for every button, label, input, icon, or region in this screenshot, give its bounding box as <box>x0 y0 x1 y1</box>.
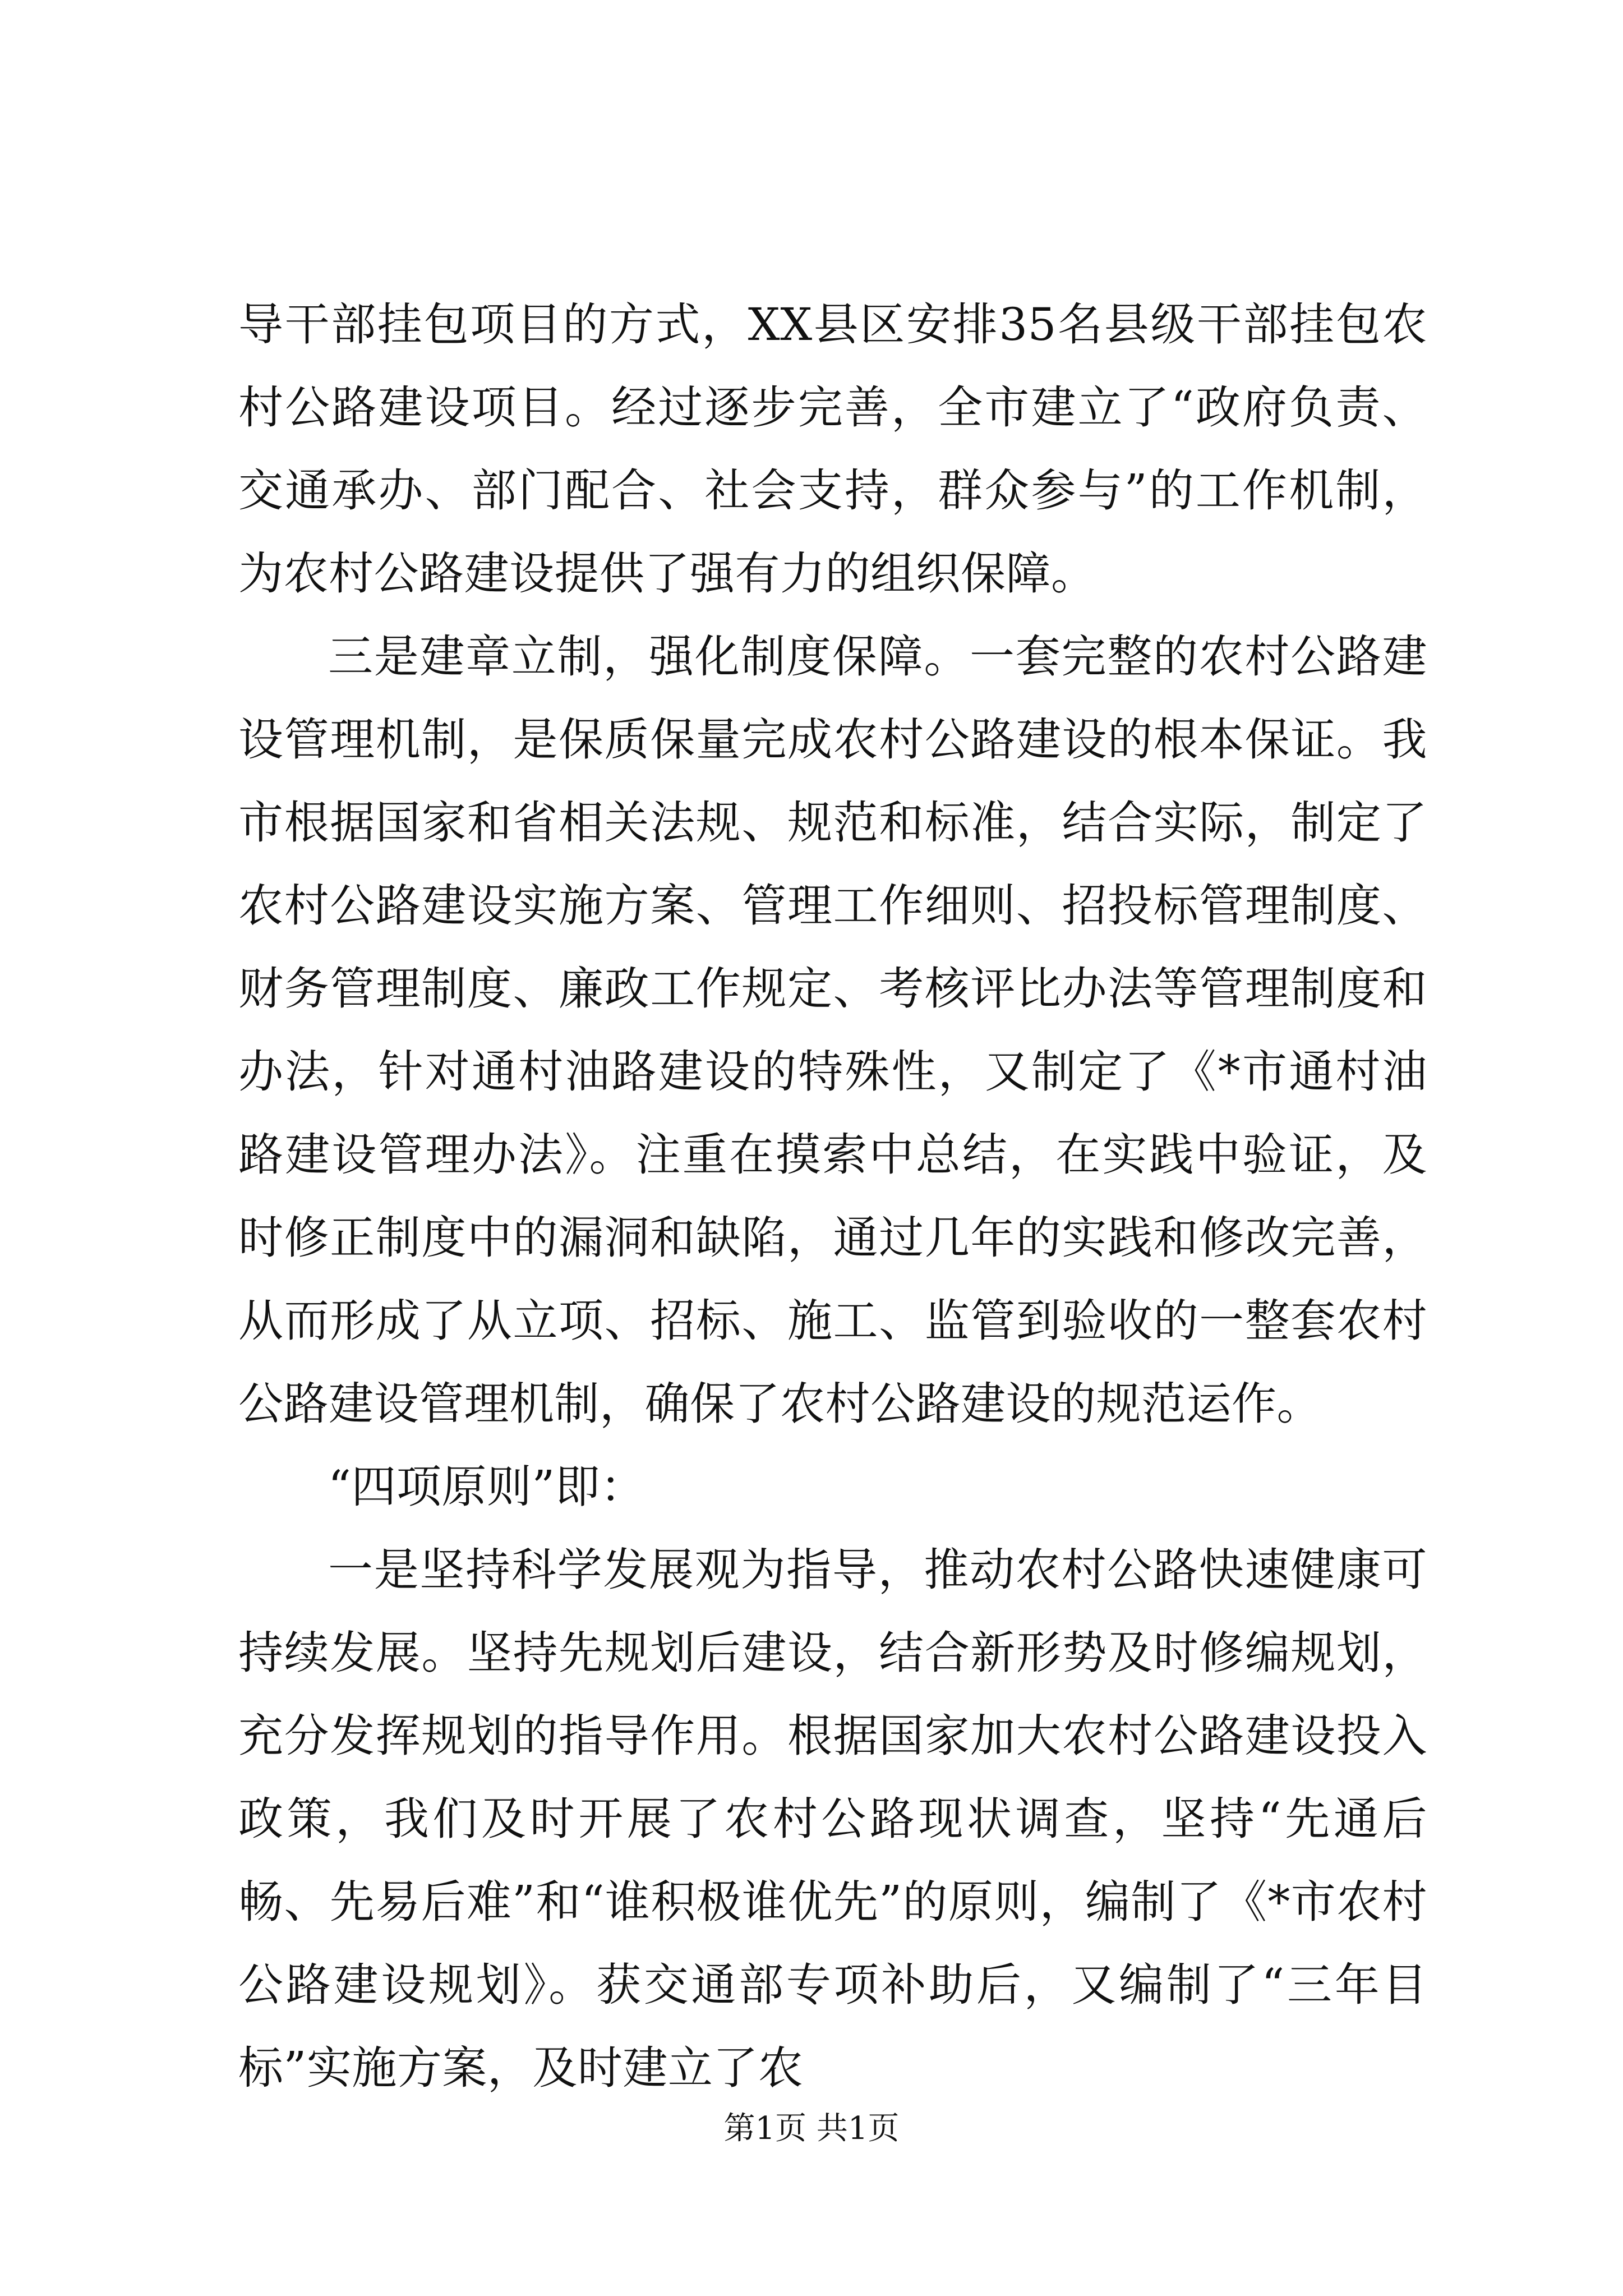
paragraph-3: “四项原则”即： <box>328 1461 645 1513</box>
document-body <box>238 283 1427 2110</box>
paragraph-2: 三是建章立制，强化制度保障。一套完整的农村公路建设管理机制，是保质保量完成农村公路建设的根本保证。我市根据国家和省相关法规、规范和标准，结合实际，制定了农村公路建设实施方案、管理工作细则、招投标管理制度、财务管理制度、廉政工作规定、考核评比办法等管理制度和办法，针对通村油路建设的特殊性，又制定了《*市通村油路建设管理办法》。注重在摸索中总结，在实践中验证，及时修正制度中的漏洞和缺陷，通过几年的实践和修改完善，从而形成了从立项、招标、施工、监管到验收的一整套农村公路建设管理机制，确保了农村公路建设的规范运作。 <box>238 631 1427 1430</box>
paragraph-1: 导干部挂包项目的方式，XX县区安排35名县级干部挂包农村公路建设项目。经过逐步完善，全市建立了“政府负责、交通承办、部门配合、社会支持，群众参与”的工作机制，为农村公路建设提供了强有力的组织保障。 <box>238 298 1427 600</box>
paragraph-4: 一是坚持科学发展观为指导，推动农村公路快速健康可持续发展。坚持先规划后建设，结合新形势及时修编规划，充分发挥规划的指导作用。根据国家加大农村公路建设投入政策，我们及时开展了农村公路现状调查，坚持“先通后畅、先易后难”和“谁积极谁优先”的原则，编制了《*市农村公路建设规划》。获交通部专项补助后，又编制了“三年目标”实施方案，及时建立了农 <box>238 1544 1427 2094</box>
page-footer: 第1页 共1页 <box>723 2110 900 2147</box>
